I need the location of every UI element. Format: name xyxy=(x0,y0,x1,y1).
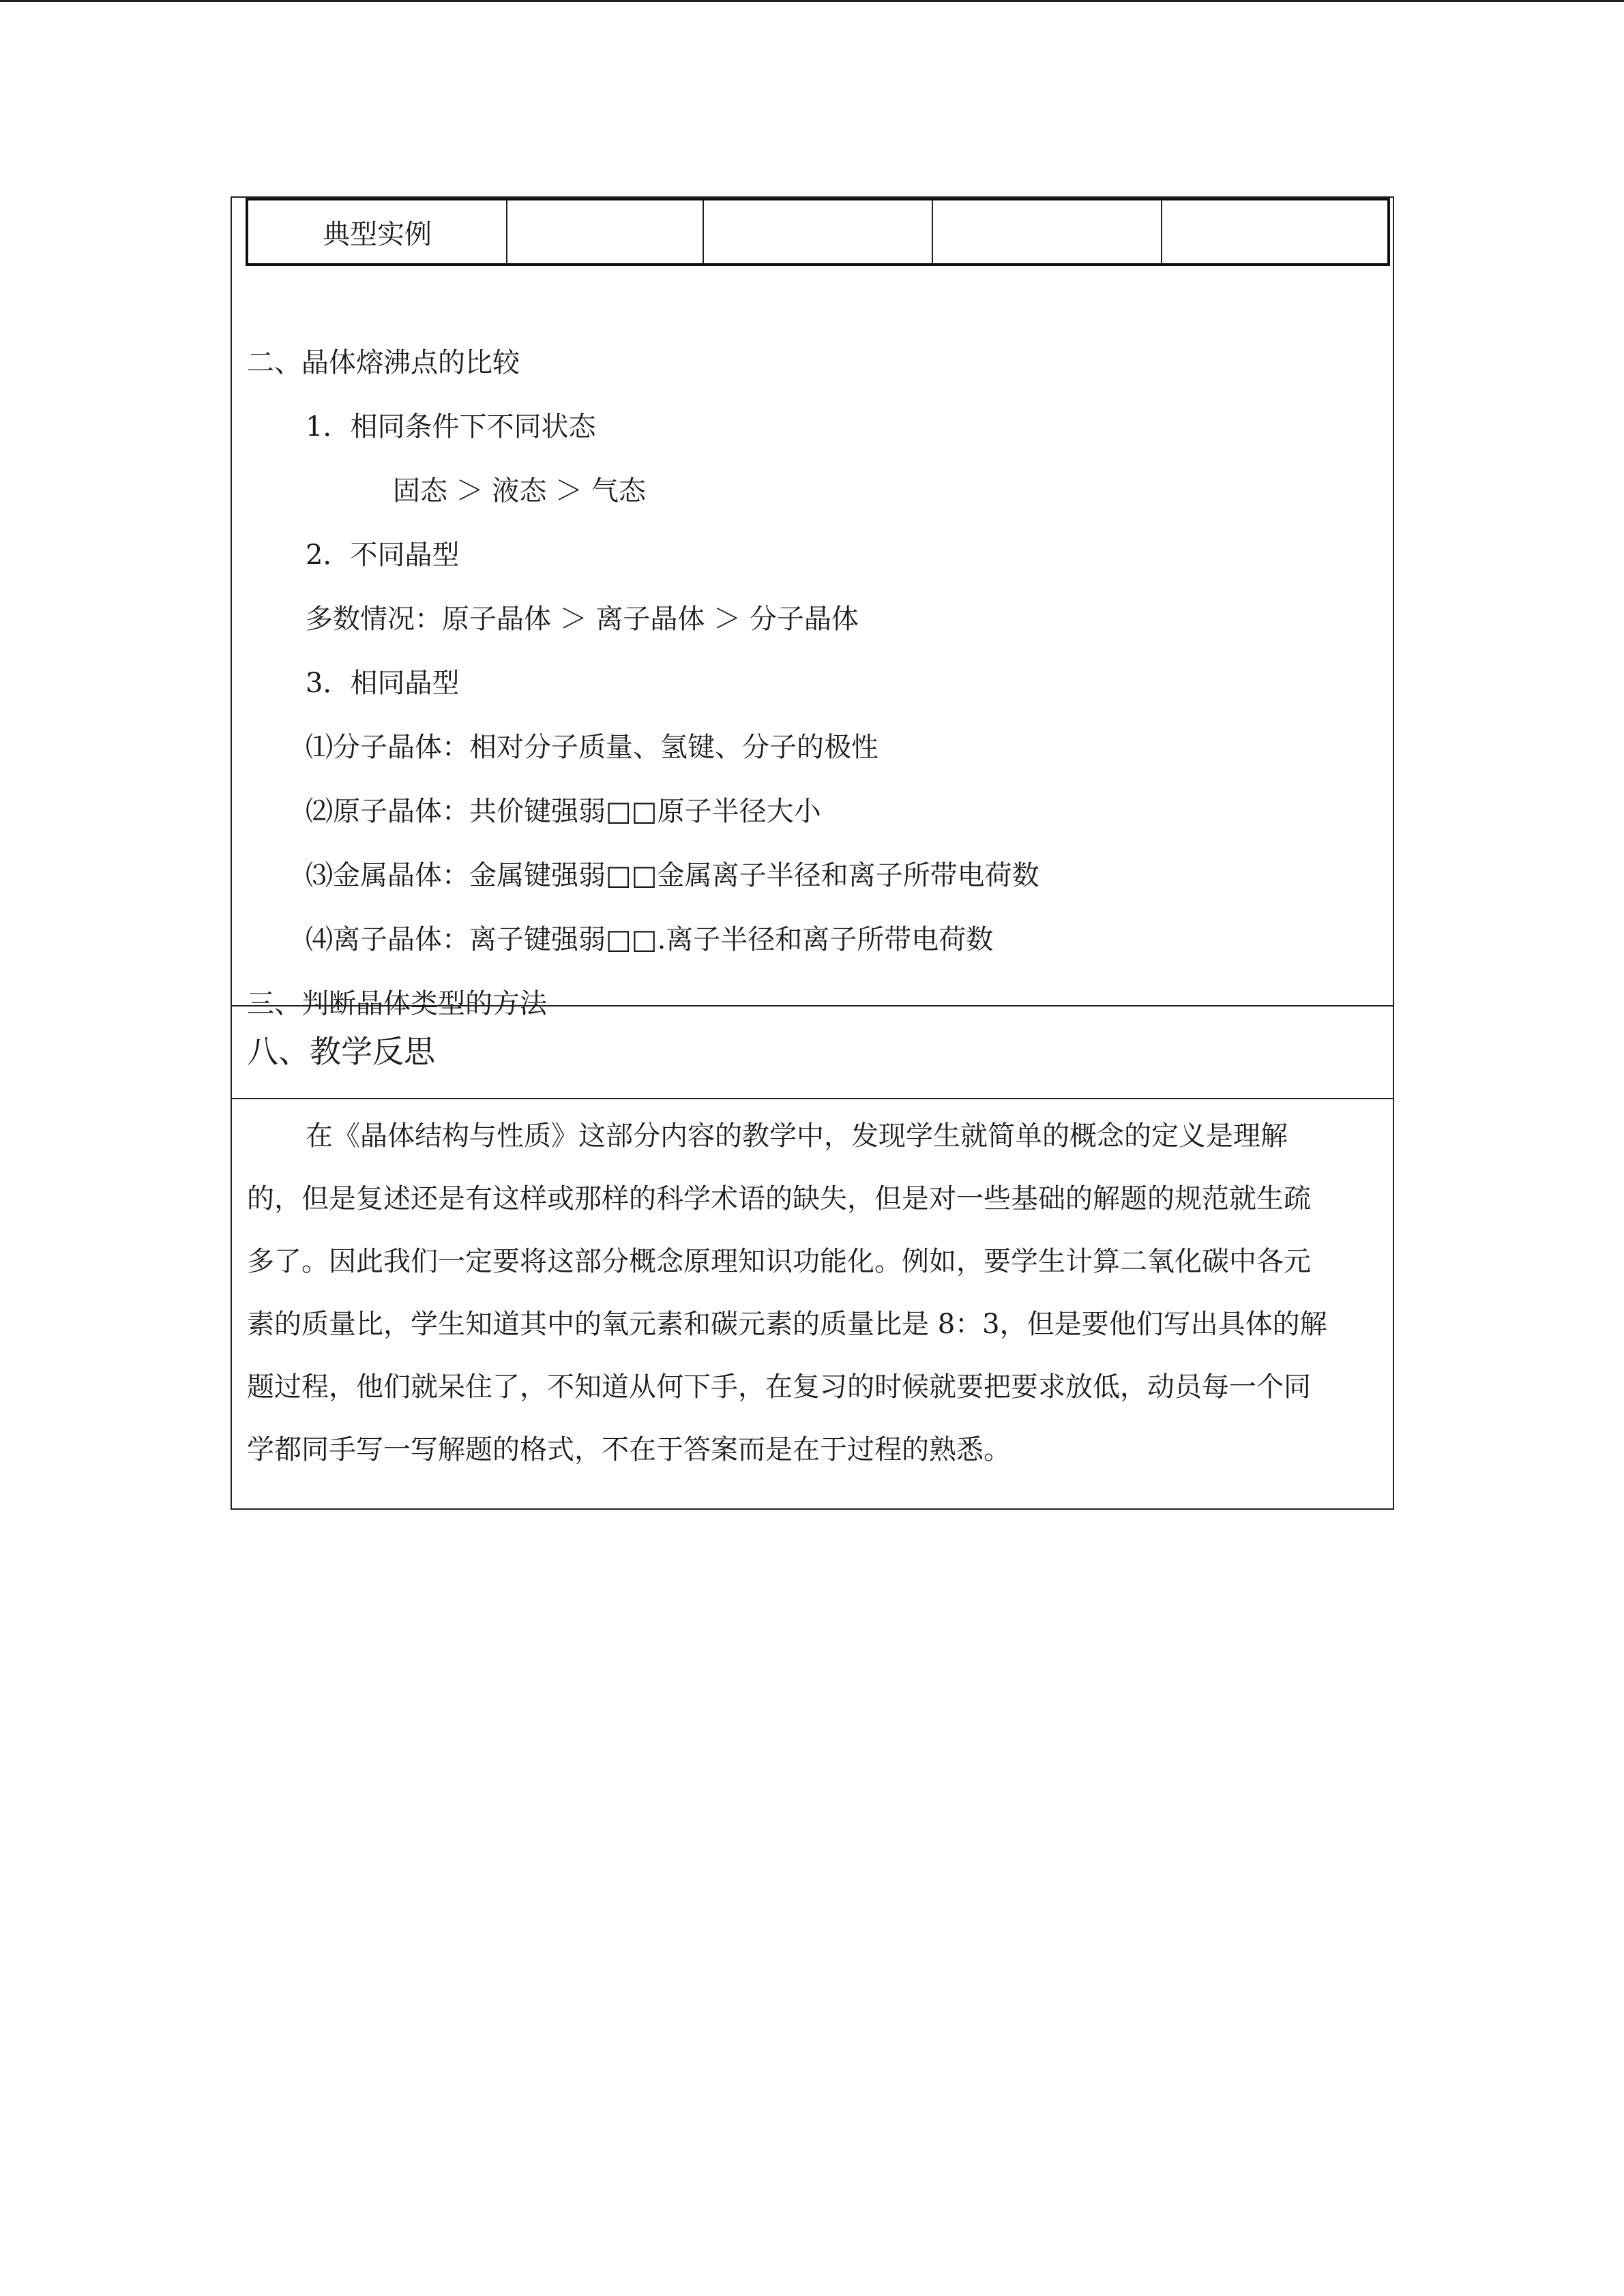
item2-body: 多数情况：原子晶体 ＞ 离子晶体 ＞ 分子晶体 xyxy=(306,603,859,635)
list-item: ⑵原子晶体：共价键强弱□□原子半径大小 xyxy=(306,796,821,827)
reflection-content-cell xyxy=(232,1099,1393,1508)
section8-heading: 八、教学反思 xyxy=(247,1033,435,1070)
table-cell xyxy=(507,200,704,263)
paragraph-line: 多了。因此我们一定要将这部分概念原理知识功能化。例如，要学生计算二氧化碳中各元 xyxy=(247,1246,1311,1277)
paragraph-line: 素的质量比，学生知道其中的氧元素和碳元素的质量比是 8：3，但是要他们写出具体的解 xyxy=(247,1309,1327,1340)
paragraph-line: 在《晶体结构与性质》这部分内容的教学中，发现学生就简单的概念的定义是理解 xyxy=(306,1120,1288,1152)
list-item: ⑴分子晶体：相对分子质量、氢键、分子的极性 xyxy=(306,732,879,763)
paragraph-line: 的，但是复述还是有这样或那样的科学术语的缺失，但是对一些基础的解题的规范就生疏 xyxy=(247,1183,1311,1214)
page-top-border xyxy=(0,0,1624,2)
list-item: ⑶金属晶体：金属键强弱□□金属离子半径和离子所带电荷数 xyxy=(306,860,1039,891)
section3-heading: 三、判断晶体类型的方法 xyxy=(247,988,547,1019)
content-section xyxy=(232,266,1393,1019)
table-cell xyxy=(704,200,933,263)
typical-example-label: 典型实例 xyxy=(248,200,507,263)
lesson-plan-table xyxy=(231,196,1394,1510)
crystal-comparison-table-row xyxy=(246,198,1390,266)
item1-body: 固态 ＞ 液态 ＞ 气态 xyxy=(393,475,646,507)
item3-title: 3．相同晶型 xyxy=(306,668,460,699)
item2-title: 2．不同晶型 xyxy=(306,539,460,571)
section2-heading: 二、晶体熔沸点的比较 xyxy=(247,347,520,378)
paragraph-line: 学都同手写一写解题的格式，不在于答案而是在于过程的熟悉。 xyxy=(247,1434,1011,1465)
table-cell xyxy=(933,200,1162,263)
paragraph-line: 题过程，他们就呆住了，不知道从何下手，在复习的时候就要把要求放低，动员每一个同 xyxy=(247,1371,1311,1403)
table-cell xyxy=(1162,200,1387,263)
item1-title: 1．相同条件下不同状态 xyxy=(306,411,596,443)
reflection-heading-cell xyxy=(232,1007,1393,1099)
list-item: ⑷离子晶体：离子键强弱□□.离子半径和离子所带电荷数 xyxy=(306,924,994,955)
